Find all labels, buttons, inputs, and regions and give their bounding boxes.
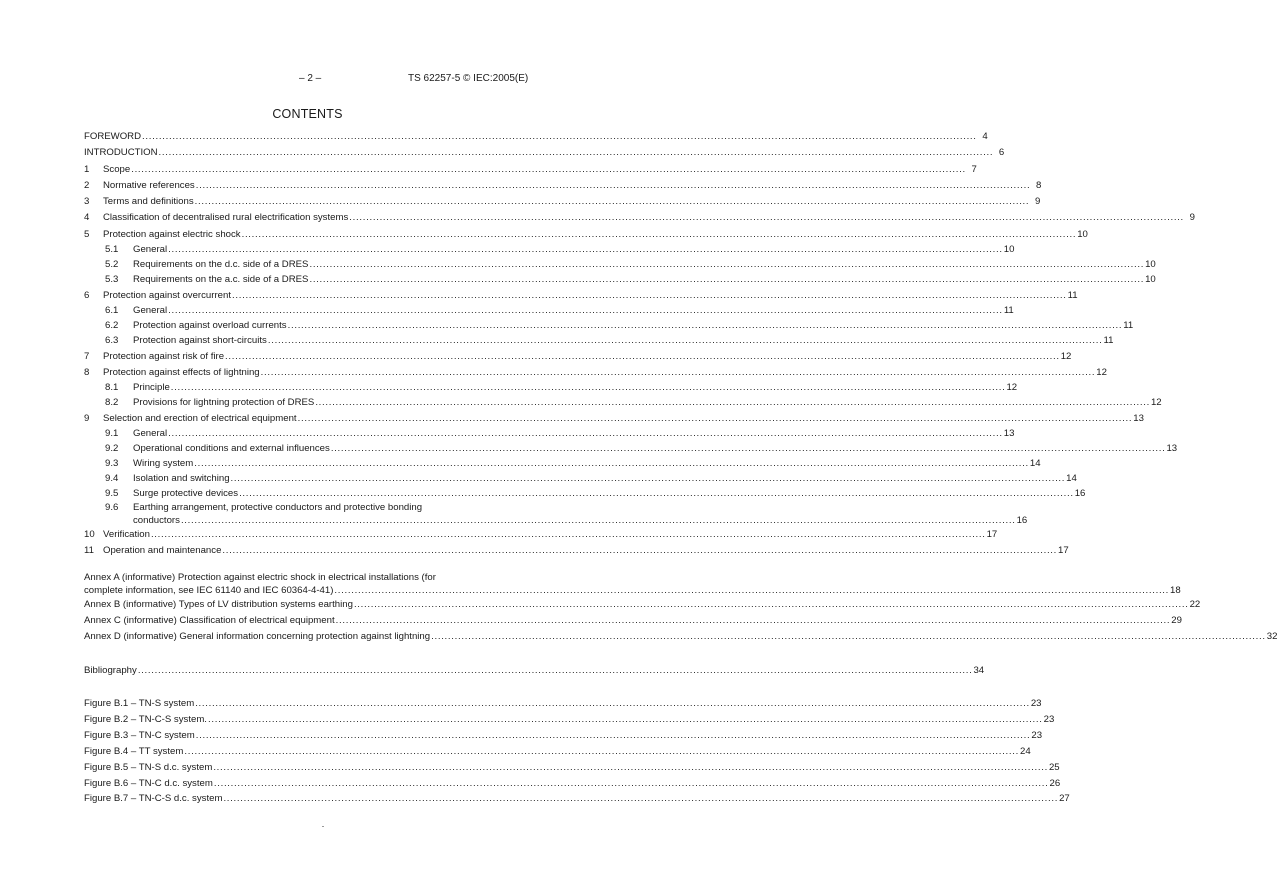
toc-entry-number: 5.1 bbox=[105, 244, 119, 256]
toc-entry-3[interactable] bbox=[84, 194, 1041, 210]
toc-entry-number: 8 bbox=[84, 367, 90, 379]
dot-leader bbox=[225, 349, 1060, 365]
toc-entry-text: Operation and maintenance bbox=[103, 545, 222, 557]
toc-entry-text: Annex A (informative) Protection against electric shock in electrical installations (for bbox=[84, 572, 436, 584]
toc-entry-text: Selection and erection of electrical equipment bbox=[103, 413, 297, 425]
toc-entry-11[interactable] bbox=[84, 543, 1069, 559]
toc-entry-page: 4 bbox=[982, 131, 988, 142]
toc-entry-number: 1 bbox=[84, 163, 90, 175]
toc-entry-number: 6 bbox=[84, 289, 90, 301]
toc-entry-number: 10 bbox=[84, 528, 95, 540]
toc-entry-text: Requirements on the d.c. side of a DRES bbox=[133, 258, 309, 270]
toc-entry-page: 22 bbox=[1189, 599, 1201, 611]
toc-entry-page: 27 bbox=[1059, 793, 1070, 805]
toc-entry-page: 10 bbox=[1145, 273, 1156, 285]
dot-leader bbox=[214, 776, 1049, 792]
toc-entry-number: 2 bbox=[84, 179, 90, 191]
dot-leader bbox=[354, 597, 1189, 613]
toc-entry-text: Normative references bbox=[103, 179, 195, 191]
toc-entry-number: 6.2 bbox=[105, 319, 119, 331]
dot-leader bbox=[268, 334, 1103, 349]
toc-entry-page: 26 bbox=[1049, 777, 1061, 789]
toc-entry-5-3[interactable] bbox=[84, 273, 1156, 288]
dot-leader bbox=[231, 472, 1066, 487]
dot-leader bbox=[195, 194, 1030, 210]
toc-entry-page: 13 bbox=[1133, 413, 1144, 425]
toc-entry-number: 9.6 bbox=[105, 501, 119, 513]
table-of-contents bbox=[84, 129, 1277, 807]
toc-entry-figure-b1[interactable] bbox=[84, 696, 1042, 712]
toc-entry-text: Annex D (informative) General information concerning protection against lightning bbox=[84, 631, 431, 643]
dot-leader bbox=[309, 273, 1144, 288]
dot-leader bbox=[349, 210, 1184, 226]
dot-leader bbox=[168, 427, 1003, 442]
toc-entry-9-6[interactable] bbox=[84, 501, 1028, 527]
toc-entry-text: Annex C (informative) Classification of electrical equipment bbox=[84, 615, 335, 627]
toc-entry-page: 13 bbox=[1166, 443, 1178, 455]
toc-entry-number: 3 bbox=[84, 196, 90, 208]
toc-entry-page: 12 bbox=[1150, 397, 1162, 409]
dot-leader bbox=[168, 243, 1003, 258]
toc-entry-number: 7 bbox=[84, 350, 90, 362]
toc-entry-text: Operational conditions and external influences bbox=[133, 443, 330, 455]
dot-leader bbox=[331, 442, 1166, 457]
page-number: – 2 – bbox=[299, 73, 322, 84]
toc-entry-text: Isolation and switching bbox=[133, 473, 230, 485]
dot-leader bbox=[196, 728, 1031, 744]
toc-entry-page: 10 bbox=[1003, 244, 1015, 256]
dot-leader bbox=[131, 162, 966, 178]
toc-entry-page: 14 bbox=[1029, 458, 1041, 470]
toc-entry-text: Figure B.7 – TN-C-S d.c. system bbox=[84, 793, 223, 805]
toc-entry-text: Protection against risk of fire bbox=[103, 350, 225, 362]
toc-entry-number: 6.3 bbox=[105, 334, 119, 346]
toc-entry-6-1[interactable] bbox=[84, 304, 1014, 319]
toc-entry-number: 11 bbox=[84, 545, 94, 557]
toc-entry-8[interactable] bbox=[84, 365, 1107, 381]
dot-leader bbox=[336, 613, 1171, 629]
toc-entry-7[interactable] bbox=[84, 349, 1072, 365]
toc-entry-8-2[interactable] bbox=[84, 396, 1162, 411]
dot-leader bbox=[298, 411, 1133, 427]
dot-leader bbox=[222, 543, 1057, 559]
toc-entry-page: 10 bbox=[1145, 258, 1156, 270]
toc-entry-page: 32 bbox=[1266, 631, 1277, 643]
toc-entry-page: 9 bbox=[1189, 212, 1195, 224]
dot-leader bbox=[309, 258, 1144, 273]
toc-entry-introduction[interactable] bbox=[84, 145, 1005, 161]
toc-entry-text-continued: complete information, see IEC 61140 and IEC 60364-4-41) bbox=[84, 585, 334, 597]
toc-entry-page: 11 bbox=[1123, 319, 1134, 331]
dot-leader bbox=[232, 288, 1067, 304]
toc-entry-number: 9.5 bbox=[105, 487, 119, 499]
toc-entry-page: 29 bbox=[1171, 615, 1182, 627]
dot-leader bbox=[184, 744, 1019, 760]
toc-entry-page: 6 bbox=[998, 147, 1005, 159]
toc-entry-figure-b4[interactable] bbox=[84, 744, 1031, 760]
toc-entry-number: 9 bbox=[84, 413, 90, 425]
toc-entry-number: 8.2 bbox=[105, 397, 119, 409]
toc-entry-text: Verification bbox=[103, 528, 150, 540]
toc-entry-page: 11 bbox=[1103, 334, 1114, 346]
toc-entry-text: Wiring system bbox=[133, 458, 194, 470]
toc-entry-text: General bbox=[133, 305, 168, 317]
toc-entry-text: Figure B.2 – TN-C-S system. bbox=[84, 714, 207, 726]
toc-entry-text: Bibliography bbox=[84, 664, 137, 676]
toc-entry-annex-b[interactable] bbox=[84, 597, 1201, 613]
dot-leader bbox=[223, 791, 1058, 807]
toc-entry-number: 5.2 bbox=[105, 258, 119, 270]
toc-entry-text-continued: conductors bbox=[133, 514, 180, 526]
toc-entry-1[interactable] bbox=[84, 162, 977, 178]
dot-leader bbox=[242, 227, 1077, 243]
toc-entry-text: Figure B.5 – TN-S d.c. system bbox=[84, 761, 213, 773]
toc-entry-9-1[interactable] bbox=[84, 427, 1015, 442]
toc-entry-number: 8.1 bbox=[105, 382, 119, 394]
toc-entry-number: 9.4 bbox=[105, 473, 119, 485]
dot-leader bbox=[239, 487, 1074, 502]
toc-entry-page: 8 bbox=[1036, 179, 1042, 191]
dot-leader bbox=[315, 396, 1150, 411]
figure-list bbox=[84, 696, 1070, 807]
toc-entry-text: Protection against short-circuits bbox=[133, 334, 267, 346]
dot-leader bbox=[151, 527, 986, 543]
toc-entry-2[interactable] bbox=[84, 178, 1042, 194]
toc-entry-8-1[interactable] bbox=[84, 381, 1018, 396]
toc-entry-page: 34 bbox=[973, 664, 985, 676]
dot-leader bbox=[288, 319, 1123, 334]
toc-entry-annex-c[interactable] bbox=[84, 613, 1182, 629]
toc-entry-text: Figure B.1 – TN-S system bbox=[84, 698, 195, 710]
toc-entry-figure-b7[interactable] bbox=[84, 791, 1070, 807]
toc-entry-number: 6.1 bbox=[105, 305, 119, 317]
dot-leader bbox=[168, 304, 1003, 319]
toc-entry-page: 7 bbox=[971, 163, 977, 175]
dot-leader bbox=[195, 696, 1030, 712]
toc-entry-number: 9.1 bbox=[105, 428, 119, 440]
dot-leader bbox=[142, 129, 977, 145]
toc-entry-page: 10 bbox=[1077, 228, 1088, 240]
toc-entry-9-4[interactable] bbox=[84, 472, 1077, 487]
toc-entry-6[interactable] bbox=[84, 288, 1078, 304]
toc-entry-number: 5 bbox=[84, 228, 90, 240]
toc-entry-text: Classification of decentralised rural electrification systems bbox=[103, 212, 349, 224]
dot-leader bbox=[261, 365, 1096, 381]
toc-entry-figure-b5[interactable] bbox=[84, 760, 1060, 776]
toc-entry-text: Protection against electric shock bbox=[103, 228, 241, 240]
toc-entry-text: General bbox=[133, 428, 168, 440]
toc-entry-text: Requirements on the a.c. side of a DRES bbox=[133, 273, 309, 285]
dot-leader bbox=[208, 712, 1043, 728]
toc-entry-page: 14 bbox=[1066, 473, 1077, 485]
toc-entry-text: Surge protective devices bbox=[133, 487, 239, 499]
toc-entry-text: Protection against overload currents bbox=[133, 319, 287, 331]
toc-entry-page: 11 bbox=[1003, 305, 1014, 317]
toc-entry-5-1[interactable] bbox=[84, 243, 1015, 258]
toc-entry-6-2[interactable] bbox=[84, 319, 1134, 334]
toc-entry-number: 9.3 bbox=[105, 458, 119, 470]
toc-entry-10[interactable] bbox=[84, 527, 998, 543]
toc-entry-page: 12 bbox=[1060, 350, 1072, 362]
toc-entry-page: 16 bbox=[1074, 487, 1086, 499]
dot-leader bbox=[181, 514, 1016, 527]
toc-entry-page: 9 bbox=[1034, 196, 1041, 208]
toc-entry-page: 23 bbox=[1030, 698, 1042, 710]
toc-entry-figure-b2[interactable] bbox=[84, 712, 1055, 728]
toc-entry-number: 4 bbox=[84, 212, 90, 224]
toc-entry-figure-b3[interactable] bbox=[84, 728, 1043, 744]
toc-entry-text: INTRODUCTION bbox=[84, 147, 158, 159]
toc-entry-text: Earthing arrangement, protective conductors and protective bonding bbox=[133, 501, 423, 513]
toc-entry-text: Protection against overcurrent bbox=[103, 289, 231, 301]
toc-entry-page: 17 bbox=[986, 528, 998, 540]
toc-entry-number: 5.3 bbox=[105, 273, 119, 285]
toc-entry-page: 17 bbox=[1058, 545, 1069, 557]
toc-entry-9[interactable] bbox=[84, 411, 1144, 427]
toc-entry-page: 23 bbox=[1031, 729, 1043, 741]
toc-entry-annex-a[interactable] bbox=[84, 572, 1181, 597]
toc-entry-annex-d[interactable] bbox=[84, 629, 1277, 645]
toc-entry-text: Figure B.6 – TN-C d.c. system bbox=[84, 777, 213, 789]
toc-entry-page: 12 bbox=[1006, 382, 1018, 394]
toc-entry-page: 11 bbox=[1067, 289, 1078, 301]
toc-entry-number: 9.2 bbox=[105, 443, 119, 455]
toc-entry-page: 16 bbox=[1016, 514, 1028, 526]
dot-leader bbox=[431, 629, 1266, 645]
toc-entry-page: 24 bbox=[1020, 745, 1031, 757]
toc-entry-6-3[interactable] bbox=[84, 334, 1114, 349]
dot-leader bbox=[213, 760, 1048, 776]
dot-leader bbox=[194, 457, 1029, 472]
toc-entry-page: 13 bbox=[1003, 428, 1015, 440]
dot-leader bbox=[138, 663, 973, 679]
toc-entry-text: Figure B.4 – TT system bbox=[84, 745, 184, 757]
toc-entry-9-5[interactable] bbox=[84, 487, 1086, 502]
toc-entry-text: Terms and definitions bbox=[103, 196, 194, 208]
toc-entry-bibliography[interactable] bbox=[84, 663, 985, 679]
toc-entry-page: 25 bbox=[1048, 761, 1060, 773]
dot-leader bbox=[334, 584, 1169, 597]
toc-entry-text: Scope bbox=[103, 163, 131, 175]
toc-entry-text: Protection against effects of lightning bbox=[103, 367, 260, 379]
toc-entry-figure-b6[interactable] bbox=[84, 776, 1061, 792]
toc-entry-9-3[interactable] bbox=[84, 457, 1041, 472]
dot-leader bbox=[196, 178, 1031, 194]
toc-entry-page: 18 bbox=[1170, 585, 1181, 597]
toc-entry-text: General bbox=[133, 244, 168, 256]
standard-reference: TS 62257-5 © IEC:2005(E) bbox=[408, 73, 529, 84]
toc-entry-page: 12 bbox=[1096, 367, 1107, 379]
toc-entry-page: 23 bbox=[1043, 714, 1055, 726]
dot-leader bbox=[171, 381, 1006, 396]
toc-entry-text: Principle bbox=[133, 382, 170, 394]
page-title: CONTENTS bbox=[272, 107, 343, 121]
toc-entry-foreword[interactable] bbox=[84, 129, 988, 145]
toc-entry-text: Annex B (informative) Types of LV distribution systems earthing bbox=[84, 599, 353, 611]
toc-entry-text: FOREWORD bbox=[84, 131, 142, 142]
toc-entry-5-2[interactable] bbox=[84, 258, 1156, 273]
dot-leader bbox=[159, 145, 994, 161]
toc-entry-text: Figure B.3 – TN-C system bbox=[84, 729, 195, 741]
toc-entry-text: Provisions for lightning protection of DRES bbox=[133, 397, 315, 409]
toc-entry-4[interactable] bbox=[84, 210, 1195, 226]
toc-entry-5[interactable] bbox=[84, 227, 1088, 243]
annex-list bbox=[84, 572, 1277, 644]
toc-entry-9-2[interactable] bbox=[84, 442, 1178, 457]
scan-speck bbox=[322, 826, 324, 827]
